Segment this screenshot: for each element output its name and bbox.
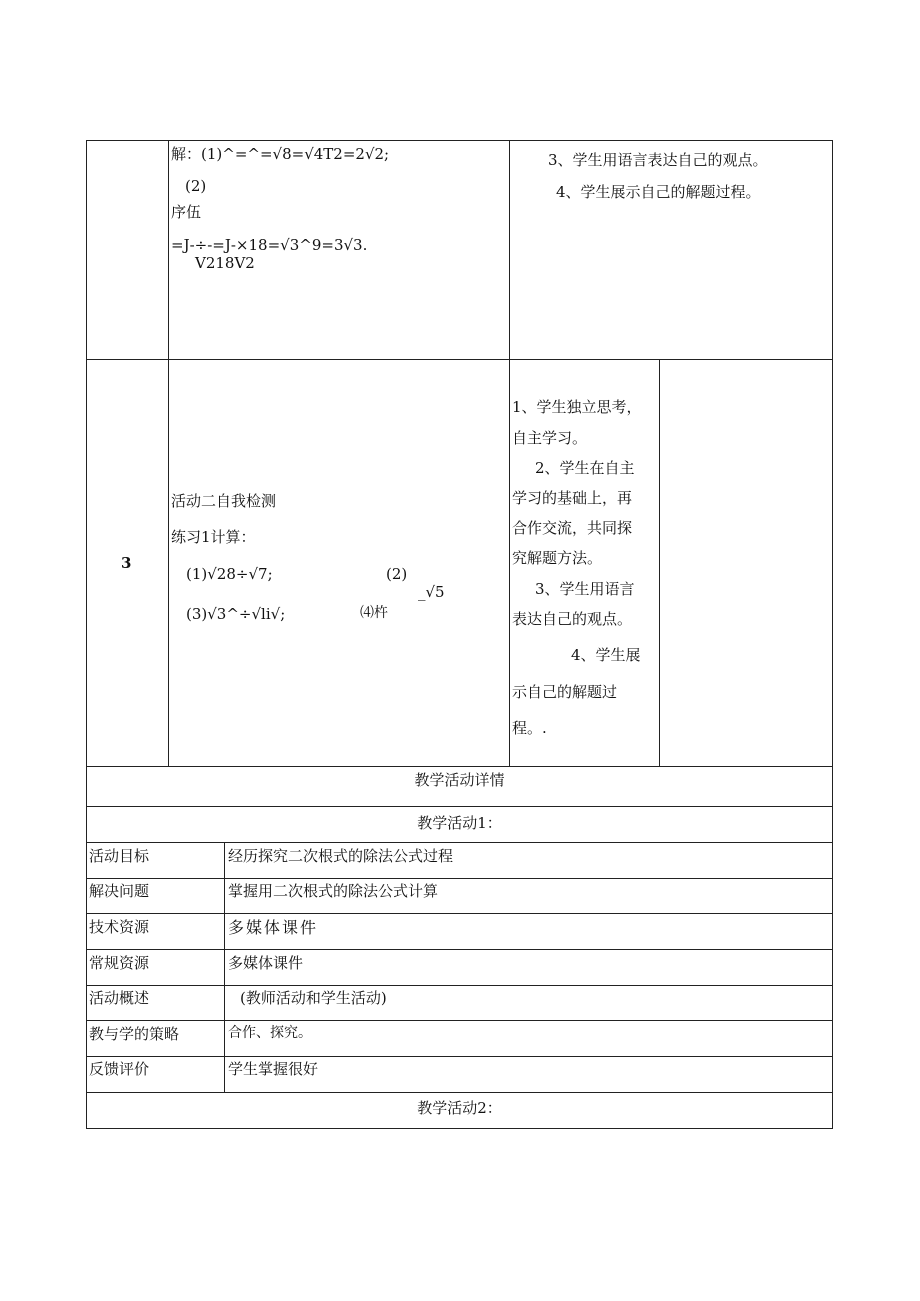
table-right-border bbox=[832, 140, 833, 1129]
activity-2-header: 教学活动2： bbox=[417, 1099, 502, 1117]
student-line-4: 学习的基础上，再 bbox=[512, 489, 633, 507]
detail-value-feedback: 学生掌握很好 bbox=[228, 1060, 319, 1078]
student-line-9: 4、学生展 bbox=[571, 646, 641, 664]
student-item-4: 4、学生展示自己的解题过程。 bbox=[556, 183, 761, 201]
row-divider-6 bbox=[86, 913, 833, 914]
exercise-2-extra: _√5 bbox=[418, 583, 445, 601]
detail-value-strategy: 合作、探究。 bbox=[228, 1025, 312, 1041]
table-bottom-border bbox=[86, 1128, 833, 1129]
row-divider-3 bbox=[86, 806, 833, 807]
detail-label-strategy: 教与学的策略 bbox=[89, 1025, 180, 1043]
student-line-1: 1、学生独立思考， bbox=[512, 398, 642, 416]
solution-line-4: =J-÷-=J-×18=√3^9=3√3. bbox=[171, 236, 368, 254]
row-divider-8 bbox=[86, 985, 833, 986]
detail-value-goal: 经历探究二次根式的除法公式过程 bbox=[228, 847, 454, 865]
solution-line-3: 序伍 bbox=[171, 203, 202, 221]
exercise-title: 练习1计算： bbox=[171, 528, 256, 546]
student-line-2: 自主学习。 bbox=[512, 429, 588, 447]
col-divider-3 bbox=[659, 359, 660, 766]
detail-label-goal: 活动目标 bbox=[89, 847, 150, 865]
exercise-1: (1)√28÷√7; bbox=[186, 565, 273, 583]
detail-value-tech: 多媒体课件 bbox=[228, 918, 319, 937]
row-divider-7 bbox=[86, 949, 833, 950]
row-divider-1 bbox=[86, 359, 833, 360]
detail-label-tech: 技术资源 bbox=[89, 918, 150, 936]
detail-value-problem: 掌握用二次根式的除法公式计算 bbox=[228, 882, 439, 900]
row-divider-10 bbox=[86, 1056, 833, 1057]
student-line-10: 示自己的解题过 bbox=[512, 683, 618, 701]
detail-label-problem: 解决问题 bbox=[89, 882, 150, 900]
row-divider-4 bbox=[86, 842, 833, 843]
student-line-7: 3、学生用语言 bbox=[535, 580, 635, 598]
exercise-4: ⑷杵 bbox=[360, 605, 388, 621]
student-line-11: 程。. bbox=[512, 719, 547, 737]
table-top-border bbox=[86, 140, 833, 141]
student-line-8: 表达自己的观点。 bbox=[512, 610, 633, 628]
student-line-5: 合作交流，共同探 bbox=[512, 519, 633, 537]
detail-value-overview: (教师活动和学生活动) bbox=[240, 989, 387, 1007]
solution-line-2: (2) bbox=[185, 177, 207, 195]
table-left-border bbox=[86, 140, 87, 1129]
row-divider-11 bbox=[86, 1092, 833, 1093]
student-line-3: 2、学生在自主 bbox=[535, 459, 635, 477]
col-divider-1 bbox=[168, 140, 169, 766]
col-divider-2 bbox=[509, 140, 510, 766]
detail-label-regular: 常规资源 bbox=[89, 954, 150, 972]
detail-label-divider bbox=[224, 842, 225, 1092]
solution-line-5: V218V2 bbox=[195, 254, 255, 272]
student-line-6: 究解题方法。 bbox=[512, 549, 603, 567]
solution-line-1: 解：(1)^=^=√8=√4T2=2√2; bbox=[171, 145, 390, 163]
row-divider-9 bbox=[86, 1020, 833, 1021]
detail-label-overview: 活动概述 bbox=[89, 989, 150, 1007]
activity-title: 活动二自我检测 bbox=[171, 492, 277, 510]
details-header: 教学活动详情 bbox=[414, 771, 505, 789]
exercise-3: (3)√3^÷√li√; bbox=[186, 605, 286, 623]
row-number: 3 bbox=[121, 554, 132, 572]
activity-1-header: 教学活动1： bbox=[417, 814, 502, 832]
row-divider-2 bbox=[86, 766, 833, 767]
detail-value-regular: 多媒体课件 bbox=[228, 954, 304, 972]
exercise-2: (2) bbox=[386, 565, 408, 583]
student-item-3: 3、学生用语言表达自己的观点。 bbox=[548, 151, 768, 169]
row-divider-5 bbox=[86, 878, 833, 879]
detail-label-feedback: 反馈评价 bbox=[89, 1060, 150, 1078]
